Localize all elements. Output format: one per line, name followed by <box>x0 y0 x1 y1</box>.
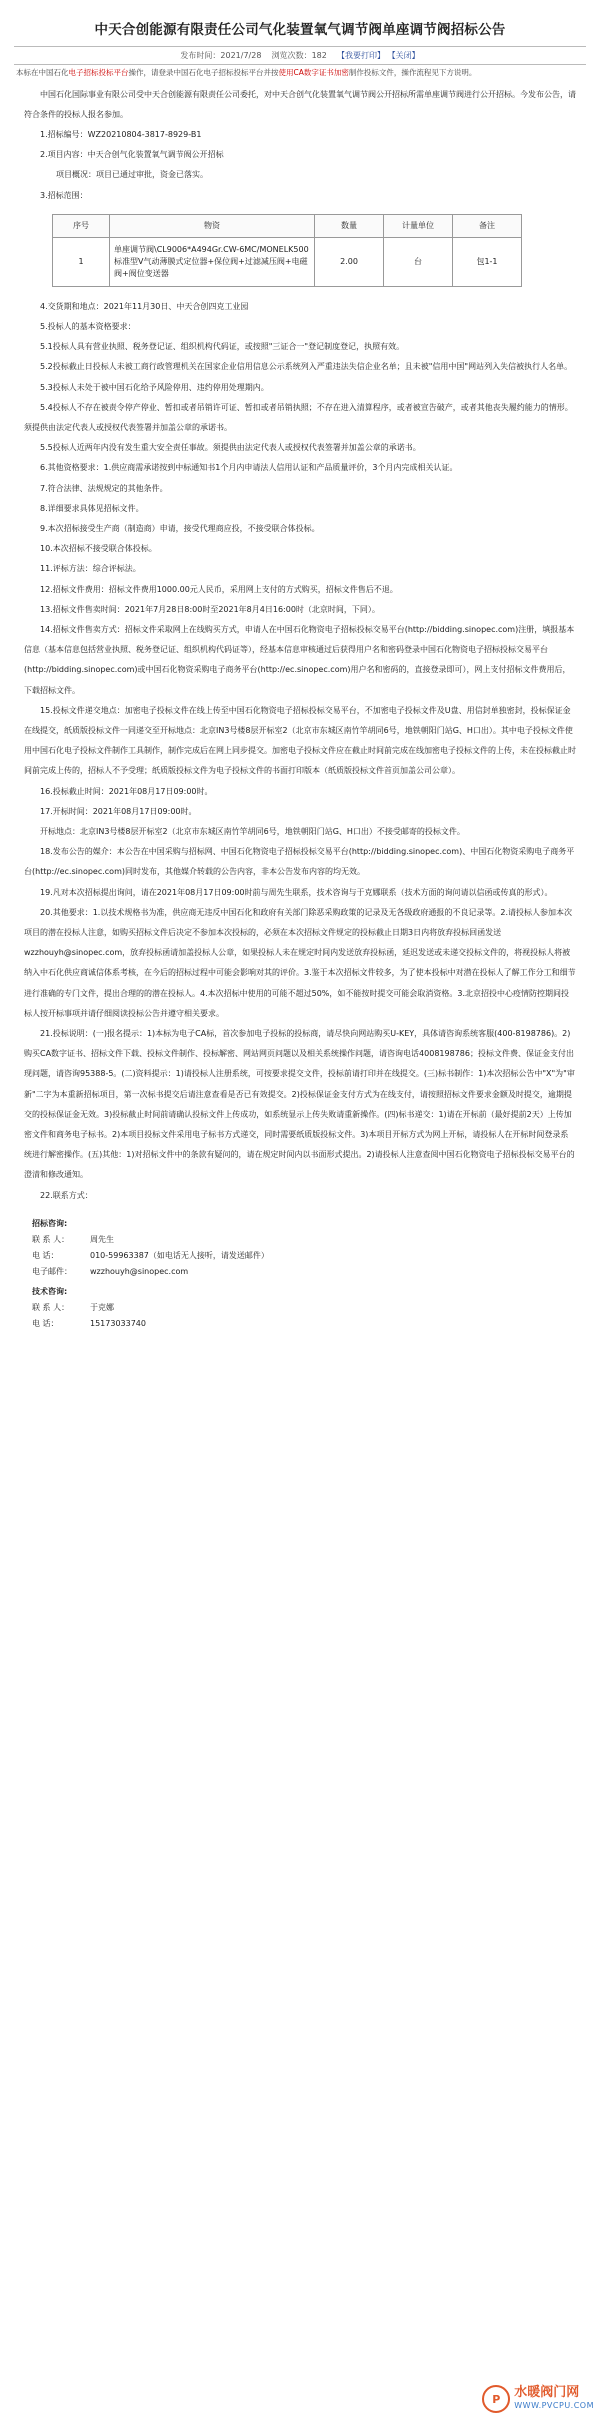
release-date: 发布时间：2021/7/28 <box>180 51 262 60</box>
watermark-text <box>514 2386 594 2412</box>
bid-deadline: 16.投标截止时间：2021年08月17日09:00时。 <box>40 786 213 796</box>
platform-notice <box>14 65 586 85</box>
table-row <box>53 237 522 286</box>
notice-text: 本标在中国石化 <box>16 68 69 77</box>
contact-person-row <box>32 1232 568 1248</box>
contact-email-row <box>32 1264 568 1280</box>
sale-time: 13.招标文件售卖时间：2021年7月28日8:00时至2021年8月4日16:00时（北京时间，下同）。 <box>40 604 380 614</box>
consortium-policy: 10.本次招标不接受联合体投标。 <box>40 544 157 554</box>
document-fee: 12.招标文件费用：招标文件费用1000.00元人民币，采用网上支付的方式购买，招标文件售后不退。 <box>40 584 398 594</box>
tech-person-row <box>32 1300 568 1316</box>
page-title: 中天合创能源有限责任公司气化装置氧气调节阀单座调节阀招标公告 <box>94 22 506 38</box>
opening-location: 开标地点：北京IN3号楼8层开标室2（北京市东城区南竹竿胡同6号，地铁朝阳门站G、H口出）不接受邮寄的投标文件。 <box>40 827 465 836</box>
announcement-body <box>0 85 600 1206</box>
other-qualification: 6.其他资格要求：1.供应商需承诺按到中标通知书1个月内申请法人信用认证和产品质量评价，3个月内完成相关认证。 <box>40 463 458 473</box>
submission-location: 15.投标文件递交地点：加密电子投标文件在线上传至中国石化物资电子招标投标交易平台，不加密电子投标文件及U盘、用信封单独密封，投标保证金在线提交，纸质版投标文件一同递交至开标地点：北京IN3号楼8层开标室2（北京市东城区南竹竿胡同6号，地铁朝阳门站G、H口出）。其中电子投标文件使用中国石化电子投标文件制作工具制作，制作完成后在网上同步提交。加密电子投标文件应在截止时间前完成在线加密电子投标文件的上传，未在投标截止时间前完成上传的，招标人不予受理；纸质版投标文件为电子投标文件的书面打印版本（纸质版投标文件首页加盖公司公章）。 <box>24 705 576 776</box>
contact-phone-label: 电 话： <box>32 1250 59 1260</box>
qual-5-4: 5.4投标人不存在被责令停产停业、暂扣或者吊销许可证、暂扣或者吊销执照；不存在进入清算程序，或者被宣告破产，或者其他丧失履约能力的情形。须提供由法定代表人或授权代表签署并加盖公章的承诺书。 <box>24 402 573 432</box>
inquiry-info: 19.凡对本次招标提出询问，请在2021年08月17日09:00时前与周先生联系，技术咨询与于克娜联系（技术方面的询问请以信函或传真的形式）。 <box>40 887 553 897</box>
tender-scope: 3.招标范围： <box>40 190 88 200</box>
contact-person: 周先生 <box>90 1234 114 1244</box>
tech-phone-row <box>32 1316 568 1332</box>
header <box>0 0 600 85</box>
close-link[interactable]: 【关闭】 <box>387 51 420 60</box>
sale-method: 14.招标文件售卖方式：招标文件采取网上在线购买方式，申请人在中国石化物资电子招标投标交易平台(http://bidding.sinopec.com)注册，填报基本信息（基本信息包括营业执照、税务登记证、组织机构代码证等），经基本信息审核通过后获得用户名和密码登录中国石化物资电子招标投标交易平台(http://bidding.sinopec.com)或中国石化物资采购电子商务平台(http://ec.sinopec.com)用户名和密码的，直接登录即可），网上支付招标文件费用后，下载招标文件。 <box>24 624 575 695</box>
col-item: 物资 <box>110 214 315 237</box>
table-header-row <box>53 214 522 237</box>
cell-item: 单座调节阀\CL9006*A494Gr.CW-6MC/MONELK500标准型V气动薄膜式定位器+保位阀+过滤减压阀+电磁阀+阀位变送器 <box>110 237 315 286</box>
opening-time: 17.开标时间：2021年08月17日09:00时。 <box>40 806 197 816</box>
watermark-en: WWW.PVCPU.COM <box>514 2401 594 2410</box>
tech-phone: 15173033740 <box>90 1318 146 1328</box>
contact-person-label: 联 系 人： <box>32 1234 70 1244</box>
contact-phone: 010-59963387（如电话无人接听，请发送邮件） <box>90 1250 269 1260</box>
contact-email[interactable]: wzzhouyh@sinopec.com <box>90 1266 189 1276</box>
contact-heading: 招标咨询: <box>32 1218 68 1228</box>
meta-bar <box>14 46 586 65</box>
tender-number: 1.招标编号：WZ20210804-3817-8929-B1 <box>40 129 202 139</box>
col-note: 备注 <box>453 214 522 237</box>
cell-unit: 台 <box>384 237 453 286</box>
watermark-cn: 水暖阀门网 <box>514 2385 580 2400</box>
tech-person: 于克娜 <box>90 1302 114 1312</box>
notice-platform-link[interactable]: 电子招标投标平台 <box>68 68 129 77</box>
notice-text-3: 制作投标文件，操作流程见下方说明。 <box>348 68 477 77</box>
col-qty: 数量 <box>315 214 384 237</box>
print-link[interactable]: 【我要打印】 <box>337 51 386 60</box>
basic-qualification: 5.投标人的基本资格要求： <box>40 321 136 331</box>
bidding-instructions: 21.投标说明：(一)报名提示：1)本标为电子CA标，首次参加电子投标的投标商，请尽快向网站购买U-KEY，具体请咨询系统客服(400-8198786)。2)购买CA数字证书、招标文件下载、投标文件制作、投标解密、网站网页问题以及相关系统操作问题，请咨询电话4008198786；投标文件费、保证金支付出现问题，请咨询95388-5。(二)资料提示：1)请投标人注册系统，可按要求提交文件，投标前请打印并在线提交。(三)标书制作：1)本次招标公告中"X"为"审新"二字为本重新招标项目，第一次标书提交后请注意查看是否已有效提交。2)投标保证金支付方式为在线支付，请按照招标文件要求金额及时提交，逾期提交的投标保证金无效。3)投标截止时间前请确认投标文件上传成功，如系统显示上传失败请重新操作。(四)标书递交：1)请在开标前（最好提前2天）上传加密文件和商务电子标书。2)本项目投标文件采用电子标书方式递交，同时需要纸质版投标文件。3)本项目开标方式为网上开标，请投标人在开标时间登录系统进行解密操作。(五)其他：1)对招标文件中的条款有疑问的，请在规定时间内以书面形式提出。2)请投标人注意查阅中国石化物资电子招标投标交易平台的澄清和修改通知。 <box>24 1029 575 1180</box>
intro-paragraph <box>24 85 576 125</box>
publication-media: 18.发布公告的媒介：本公告在中国采购与招标网、中国石化物资电子招标投标交易平台(http://bidding.sinopec.com)、中国石化物资采购电子商务平台(http://ec.sinopec.com)同时发布，其他媒介转载的公告内容，非本公告发布内容的均无效。 <box>24 847 575 877</box>
qual-5-3: 5.3投标人未处于被中国石化给予风险停用、违约停用处理期内。 <box>40 382 269 392</box>
other-requirements: 20.其他要求：1.以技术规格书为准，供应商无违反中国石化和政府有关部门除恶采购政策的记录及无各级政府通报的不良记录等。2.请投标人参加本次项目的潜在投标人注意，如购买招标文件后决定不参加本次投标的，必须在本次招标文件规定的投标截止日期3日内将放弃投标回函发送wzzhouyh@sinopec.com，放弃投标函请加盖投标人公章，如果投标人未在规定时间内发送放弃投标函，延迟发送或未递交投标文件的，将视投标人将被纳入中石化供应商诚信体系考核，在今后的招标过程中可能会影响对其的评价。3.鉴于本次招标文件较多，为了使本投标中对潜在投标人了解工作分工和细节进行准确的专门文件，提出合理的的潜在投标人。4.本次招标中使用的可能不超过50%，如不能按时提交可能会取消资格。3.北京招投中心疫情防控期间投标人按开标事项并请仔细阅读投标公告并遵守相关要求。 <box>24 907 576 1018</box>
items-table <box>52 214 522 287</box>
evaluation-method: 11.评标方法：综合评标法。 <box>40 564 141 574</box>
project-content: 2.项目内容：中天合创气化装置氧气调节阀公开招标 <box>40 150 224 160</box>
tech-phone-label: 电 话： <box>32 1318 59 1328</box>
qual-5-1: 5.1投标人具有营业执照、税务登记证、组织机构代码证，或按照"三证合一"登记制度登记，执照有效。 <box>40 342 405 352</box>
contact-block <box>0 1206 600 1332</box>
notice-text-2: 操作，请登录中国石化电子招标投标平台并按 <box>128 68 279 77</box>
col-unit: 计量单位 <box>384 214 453 237</box>
intro-text-2: 所需单座调节阀进行公开招标。今发布公告，请符合条件的投标人报名参加。 <box>24 89 576 119</box>
qual-5-2: 5.2投标截止日投标人未被工商行政管理机关在国家企业信用信息公示系统列入严重违法失信企业名单；且未被"信用中国"网站列入失信被执行人名单。 <box>40 362 573 372</box>
intro-text: 中国石化国际事业有限公司受中天合创能源有限责任公司委托，对中天合创气化装置氧气调节阀公开招标 <box>40 89 408 99</box>
contact-phone-row <box>32 1248 568 1264</box>
cell-no: 1 <box>53 237 110 286</box>
watermark-logo-icon: P <box>482 2385 510 2413</box>
cell-qty: 2.00 <box>315 237 384 286</box>
legal-conditions: 7.符合法律、法规规定的其他条件。 <box>40 483 168 493</box>
notice-ca-link[interactable]: 使用CA数字证书加密 <box>278 68 349 77</box>
detailed-requirements: 8.详细要求具体见招标文件。 <box>40 503 144 513</box>
manufacturer-policy: 9.本次招标接受生产商（制造商）申请，接受代理商应投，不接受联合体投标。 <box>40 523 320 533</box>
delivery: 4.交货期和地点：2021年11月30日、中天合创四克工业园 <box>40 301 249 311</box>
contact-section-title: 22.联系方式： <box>40 1190 93 1200</box>
view-count: 浏览次数：182 <box>271 51 327 60</box>
cell-note: 包1-1 <box>453 237 522 286</box>
col-no: 序号 <box>53 214 110 237</box>
site-watermark <box>482 2385 594 2413</box>
tech-contact-heading: 技术咨询: <box>32 1286 68 1296</box>
tech-person-label: 联 系 人： <box>32 1302 70 1312</box>
project-overview: 项目概况：项目已通过审批，资金已落实。 <box>56 170 208 180</box>
qual-5-5: 5.5投标人近两年内没有发生重大安全责任事故。须提供由法定代表人或授权代表签署并加盖公章的承诺书。 <box>40 443 421 453</box>
contact-email-label: 电子邮件： <box>32 1266 72 1276</box>
